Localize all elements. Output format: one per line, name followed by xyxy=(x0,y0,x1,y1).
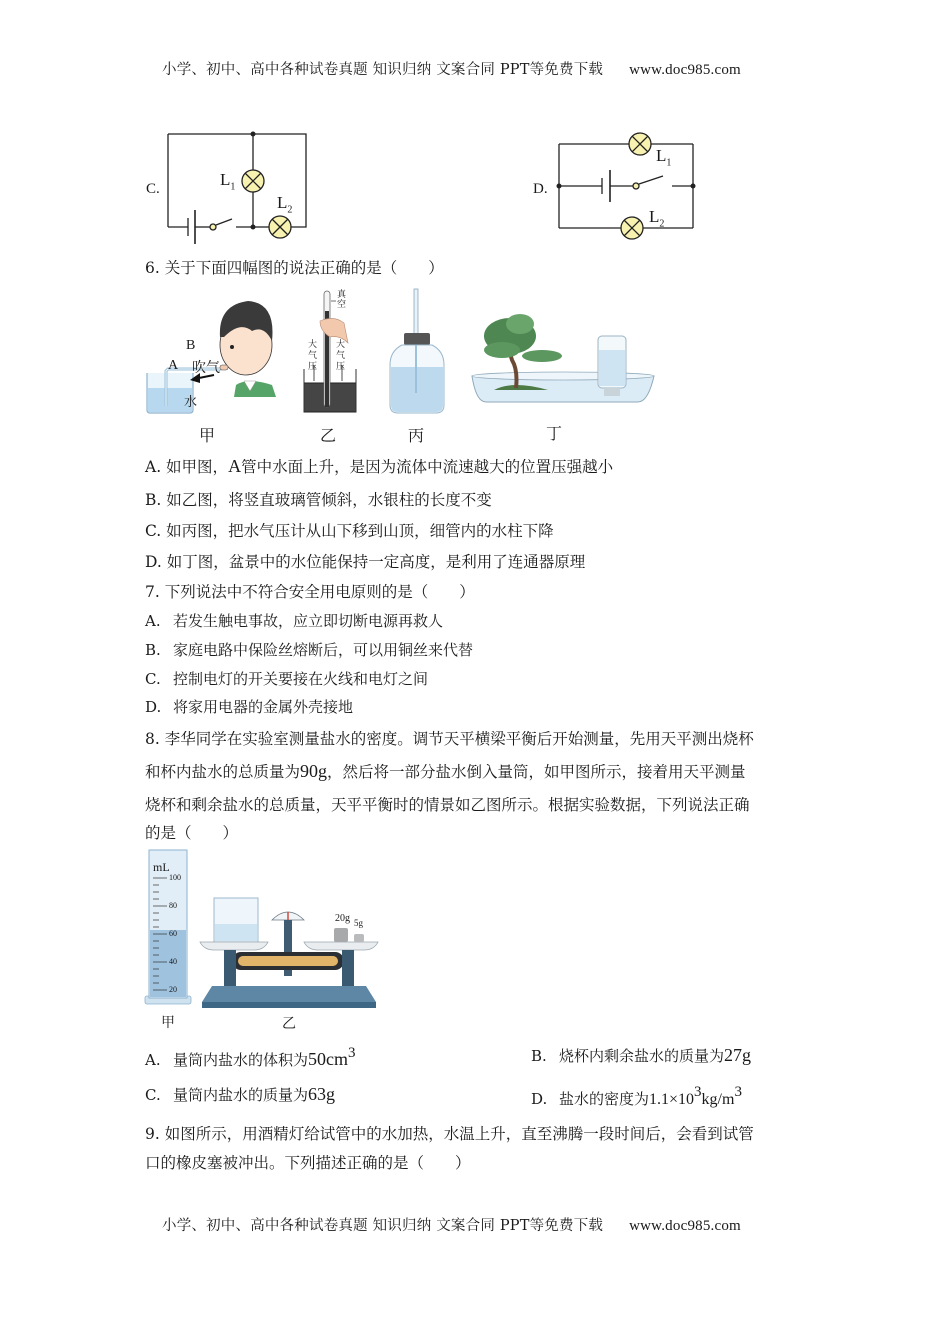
q6-option-d[interactable]: D. 如丁图，盆景中的水位能保持一定高度，是利用了连通器原理 xyxy=(145,553,586,571)
caption-jia: 甲 xyxy=(199,426,216,445)
q8-option-a[interactable]: A. 量筒内盐水的体积为$50cm^3$ xyxy=(145,1045,356,1069)
q9-line-2: 口的橡皮塞被冲出。下列描述正确的是（ ） xyxy=(145,1154,471,1172)
lamp-l2-icon xyxy=(269,216,291,238)
caption-cylinder: 甲 xyxy=(161,1015,175,1031)
weight-20g: 20g xyxy=(335,913,350,924)
caption-bing: 丙 xyxy=(408,426,425,445)
q6-option-a[interactable]: A. 如甲图，A管中水面上升，是因为流体中流速越大的位置压强越小 xyxy=(145,456,614,476)
figure-bing-barometer xyxy=(390,285,450,415)
cylinder-unit: mL xyxy=(153,860,170,874)
circuit-diagram-c xyxy=(160,128,320,240)
lamp-l2-icon xyxy=(621,217,643,239)
q8-option-c[interactable]: C. 量筒内盐水的质量为63g xyxy=(145,1084,336,1104)
label-a: A xyxy=(168,358,179,373)
caption-balance: 乙 xyxy=(282,1016,296,1032)
header-text: 小学、初中、高中各种试卷真题 知识归纳 文案合同 PPT等免费下载 xyxy=(162,62,604,78)
tick-100: 100 xyxy=(169,873,181,882)
q9-line-1: 9. 如图所示，用酒精灯给试管中的水加热，水温上升，直至沸腾一段时间后，会看到试管 xyxy=(145,1125,754,1143)
q6-option-b[interactable]: B. 如乙图，将竖直玻璃管倾斜，水银柱的长度不变 xyxy=(145,491,492,509)
figure-ding-bonsai xyxy=(468,310,658,410)
q7-option-a[interactable]: A. 若发生触电事故，应立即切断电源再救人 xyxy=(145,612,444,630)
tick-20: 20 xyxy=(169,985,177,994)
figure-balance xyxy=(200,890,380,1010)
label-atm-left: 大 气 压 xyxy=(308,340,318,372)
caption-ding: 丁 xyxy=(546,424,563,443)
footer-url[interactable]: www.doc985.com xyxy=(629,1218,741,1234)
q5-option-d-label: D. xyxy=(533,181,548,197)
q8-option-b[interactable]: B. 烧杯内剩余盐水的质量为27g xyxy=(531,1045,752,1065)
footer-text: 小学、初中、高中各种试卷真题 知识归纳 文案合同 PPT等免费下载 xyxy=(162,1218,604,1234)
label-l2-d: $L_2$ xyxy=(649,207,665,230)
lamp-l1-icon xyxy=(242,170,264,192)
q8-option-d[interactable]: D. 盐水的密度为$1.1\times 10^3kg/m^3$ xyxy=(531,1084,742,1108)
label-atm-right: 大 气 压 xyxy=(336,340,346,372)
label-l2-c: $L_2$ xyxy=(277,193,293,216)
q5-option-c-label: C. xyxy=(146,181,160,197)
q6-option-c[interactable]: C. 如丙图，把水气压计从山下移到山顶，细管内的水柱下降 xyxy=(145,522,554,540)
header-url[interactable]: www.doc985.com xyxy=(629,62,741,78)
q8-line-2: 和杯内盐水的总质量为90g，然后将一部分盐水倒入量筒，如甲图所示，接着用天平测量 xyxy=(145,761,746,781)
figure-jia-blowing xyxy=(144,285,279,415)
caption-yi: 乙 xyxy=(320,426,337,445)
q8-line-1: 8. 李华同学在实验室测量盐水的密度。调节天平横梁平衡后开始测量，先用天平测出烧杯 xyxy=(145,730,754,748)
label-l1-d: $L_1$ xyxy=(656,146,672,169)
lamp-l1-icon xyxy=(629,133,651,155)
circuit-diagram-d xyxy=(555,130,705,242)
page-header xyxy=(162,58,741,79)
q8-line-3: 烧杯和剩余盐水的总质量，天平平衡时的情景如乙图所示。根据实验数据，下列说法正确 xyxy=(145,796,750,814)
label-vacuum: 真 空 xyxy=(337,290,347,310)
q8-line-4: 的是（ ） xyxy=(145,824,239,842)
q7-option-c[interactable]: C. 控制电灯的开关要接在火线和电灯之间 xyxy=(145,670,429,688)
q7-option-b[interactable]: B. 家庭电路中保险丝熔断后，可以用铜丝来代替 xyxy=(145,641,474,659)
q7-option-d[interactable]: D. 将家用电器的金属外壳接地 xyxy=(145,698,354,716)
label-b: B xyxy=(186,338,196,353)
tick-40: 40 xyxy=(169,957,177,966)
label-blow: 吹气 xyxy=(192,360,220,376)
total-mass-value: 90g xyxy=(300,761,328,781)
weight-5g: 5g xyxy=(354,918,363,928)
tick-60: 60 xyxy=(169,929,177,938)
tick-80: 80 xyxy=(169,901,177,910)
label-l1-c: $L_1$ xyxy=(220,170,236,193)
page-footer xyxy=(162,1214,741,1235)
q7-stem: 7. 下列说法中不符合安全用电原则的是（ ） xyxy=(145,583,475,601)
label-water: 水 xyxy=(184,395,198,410)
q6-stem: 6. 关于下面四幅图的说法正确的是（ ） xyxy=(145,259,444,277)
